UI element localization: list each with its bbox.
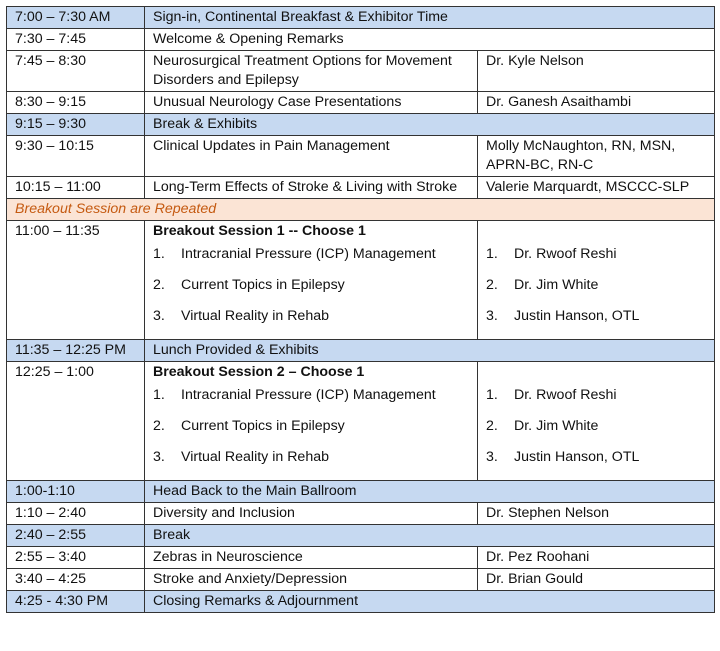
table-row [7,569,715,591]
title-cell: Closing Remarks & Adjournment [145,591,715,613]
speaker-cell: Dr. Brian Gould [478,569,715,591]
time-cell: 11:00 – 11:35 [7,221,145,340]
list-item [486,448,706,479]
title-cell: Zebras in Neuroscience [145,547,478,569]
item-number: 1. [486,246,498,262]
title-cell: Welcome & Opening Remarks [145,29,715,51]
speaker-cell: Molly McNaughton, RN, MSN, APRN-BC, RN-C [478,136,715,177]
session-speakers-cell [478,362,715,481]
item-number: 2. [486,418,498,434]
time-cell: 9:30 – 10:15 [7,136,145,177]
session-speakers-cell [478,221,715,340]
table-row [7,114,715,136]
breakout-note-row [7,199,715,221]
title-cell: Head Back to the Main Ballroom [145,481,715,503]
item-number: 2. [153,277,165,293]
time-cell: 10:15 – 11:00 [7,177,145,199]
session-header: Breakout Session 1 -- Choose 1 [153,223,366,239]
session-header: Breakout Session 2 – Choose 1 [153,364,365,380]
table-row [7,503,715,525]
item-number: 2. [486,277,498,293]
speaker-cell: Dr. Kyle Nelson [478,51,715,92]
item-number: 1. [153,387,165,403]
speaker-cell: Dr. Stephen Nelson [478,503,715,525]
time-cell: 4:25 - 4:30 PM [7,591,145,613]
time-cell: 11:35 – 12:25 PM [7,340,145,362]
title-cell: Clinical Updates in Pain Management [145,136,478,177]
item-number: 2. [153,418,165,434]
table-row [7,7,715,29]
table-row [7,525,715,547]
table-row [7,51,715,92]
time-cell: 3:40 – 4:25 [7,569,145,591]
title-cell: Neurosurgical Treatment Options for Movement Disorders and Epilepsy [145,51,478,92]
time-cell: 2:55 – 3:40 [7,547,145,569]
table-row [7,29,715,51]
time-cell: 7:45 – 8:30 [7,51,145,92]
item-number: 3. [153,449,165,465]
item-speaker: Justin Hanson, OTL [514,449,640,465]
item-speaker: Dr. Jim White [514,277,599,293]
item-title: Intracranial Pressure (ICP) Management [181,387,436,403]
table-row [7,177,715,199]
list-item [486,307,706,338]
list-item [486,417,706,448]
time-cell: 1:10 – 2:40 [7,503,145,525]
item-speaker: Dr. Rwoof Reshi [514,387,617,403]
list-item [153,417,469,448]
title-cell: Unusual Neurology Case Presentations [145,92,478,114]
item-number: 1. [486,387,498,403]
item-title: Current Topics in Epilepsy [181,418,345,434]
list-item [153,307,469,338]
table-row [7,136,715,177]
table-row [7,591,715,613]
title-cell: Stroke and Anxiety/Depression [145,569,478,591]
item-number: 3. [486,449,498,465]
time-cell: 9:15 – 9:30 [7,114,145,136]
item-title: Virtual Reality in Rehab [181,308,329,324]
speaker-cell: Valerie Marquardt, MSCCC-SLP [478,177,715,199]
list-item [486,245,706,276]
list-item [153,448,469,479]
time-cell: 7:00 – 7:30 AM [7,7,145,29]
item-number: 3. [486,308,498,324]
table-row [7,481,715,503]
list-item [153,386,469,417]
speaker-cell: Dr. Pez Roohani [478,547,715,569]
item-title: Intracranial Pressure (ICP) Management [181,246,436,262]
title-cell: Break & Exhibits [145,114,715,136]
item-number: 3. [153,308,165,324]
list-item [486,386,706,417]
time-cell: 7:30 – 7:45 [7,29,145,51]
list-item [486,276,706,307]
table-row [7,92,715,114]
table-row [7,340,715,362]
agenda-table [6,6,715,613]
item-speaker: Dr. Jim White [514,418,599,434]
session-options-cell [145,221,478,340]
item-title: Current Topics in Epilepsy [181,277,345,293]
time-cell: 1:00-1:10 [7,481,145,503]
list-item [153,245,469,276]
title-cell: Break [145,525,715,547]
item-speaker: Dr. Rwoof Reshi [514,246,617,262]
item-number: 1. [153,246,165,262]
list-item [153,276,469,307]
title-cell: Long-Term Effects of Stroke & Living with Stroke [145,177,478,199]
time-cell: 8:30 – 9:15 [7,92,145,114]
speaker-cell: Dr. Ganesh Asaithambi [478,92,715,114]
breakout-session-1-row [7,221,715,340]
time-cell: 2:40 – 2:55 [7,525,145,547]
time-cell: 12:25 – 1:00 [7,362,145,481]
item-speaker: Justin Hanson, OTL [514,308,640,324]
item-title: Virtual Reality in Rehab [181,449,329,465]
breakout-note: Breakout Session are Repeated [7,199,715,221]
title-cell: Sign-in, Continental Breakfast & Exhibitor Time [145,7,715,29]
table-row [7,547,715,569]
session-options-cell [145,362,478,481]
title-cell: Diversity and Inclusion [145,503,478,525]
title-cell: Lunch Provided & Exhibits [145,340,715,362]
breakout-session-2-row [7,362,715,481]
